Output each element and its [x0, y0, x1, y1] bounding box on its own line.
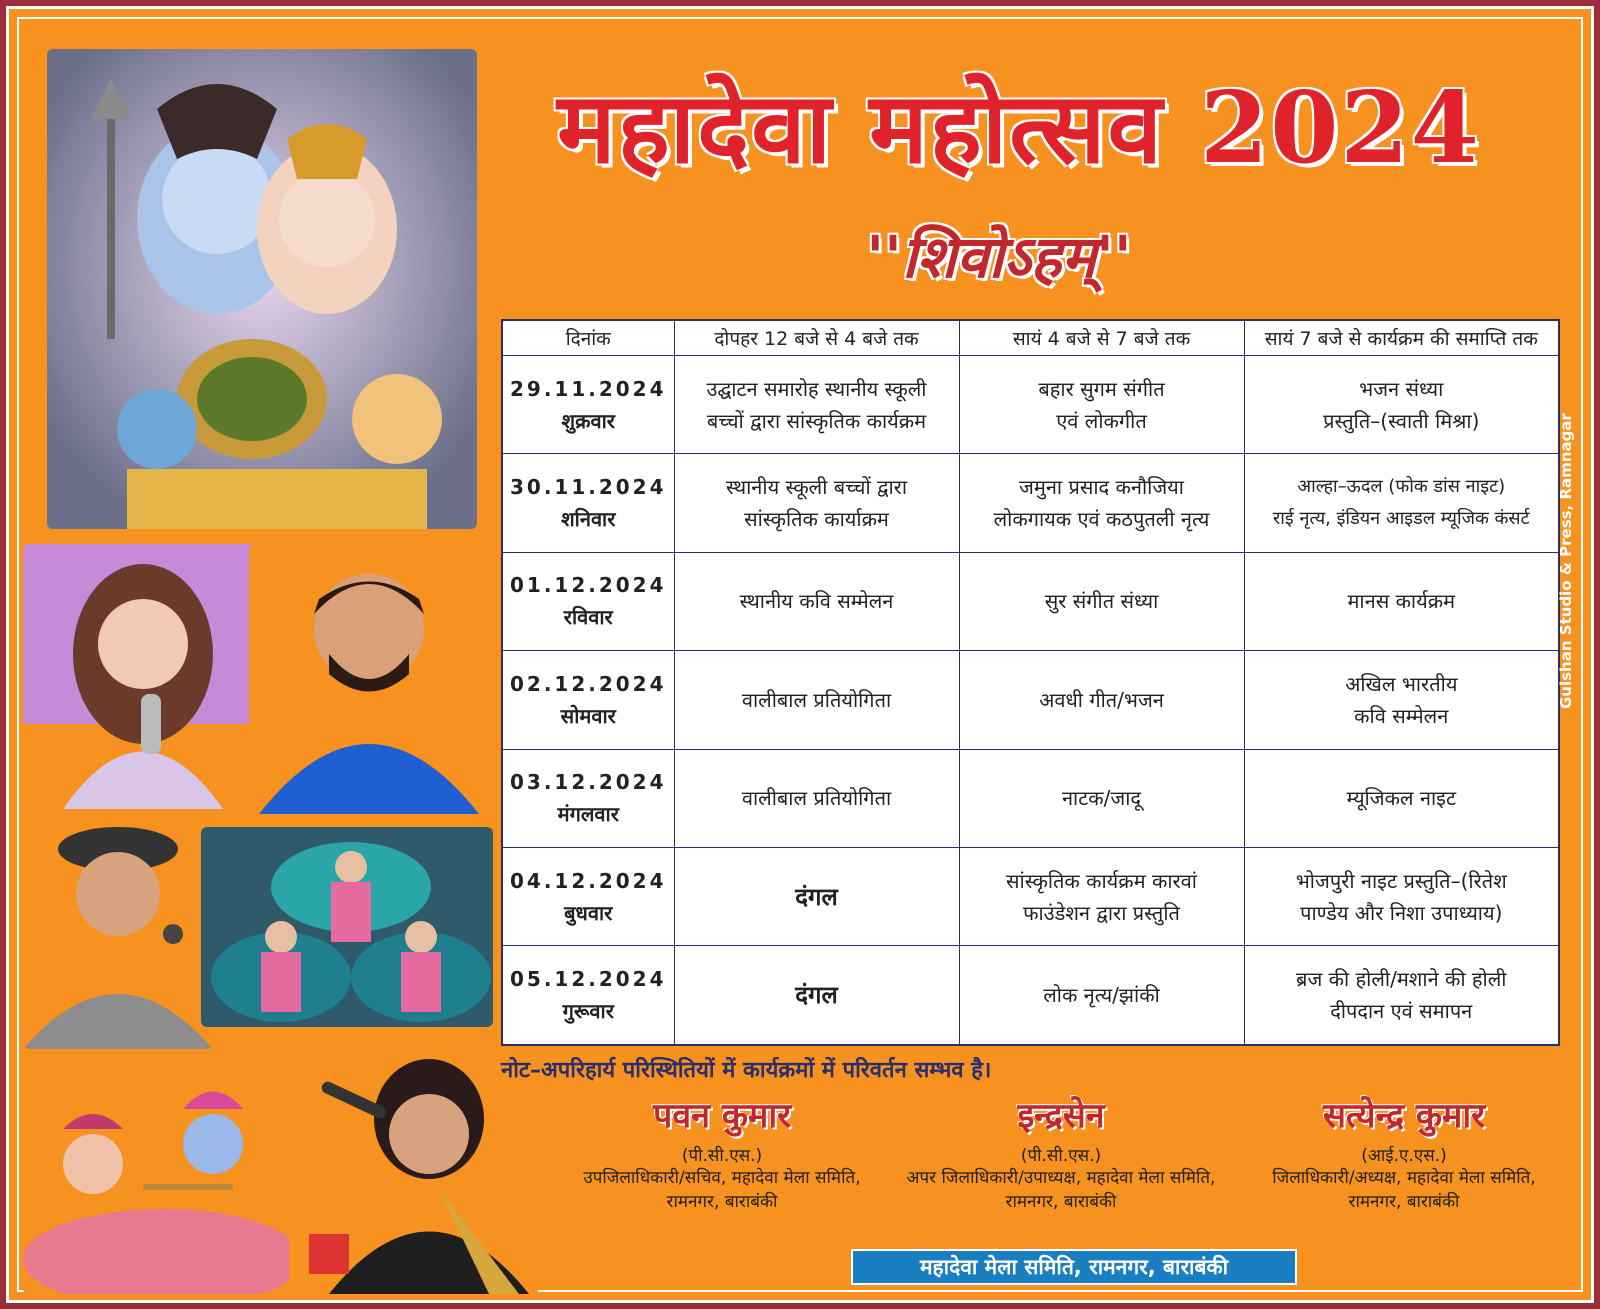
- male-singer-photo: [249, 544, 489, 814]
- female-singer-photo: [23, 544, 263, 809]
- official-name: इन्द्रसेन: [1017, 1096, 1105, 1136]
- date-text: 01.12.2024: [509, 573, 667, 598]
- header-afternoon: दोपहर 12 बजे से 4 बजे तक: [674, 320, 959, 356]
- cell-line: सांस्कृतिक कार्याक्रम: [744, 507, 889, 532]
- poster: [6, 6, 1594, 1303]
- night-cell: [1244, 749, 1559, 847]
- organizer-banner: महादेवा मेला समिति, रामनगर, बाराबंकी: [851, 1249, 1297, 1285]
- cell-line: राई नृत्य, इंडियन आइडल म्यूजिक कंसर्ट: [1272, 508, 1530, 530]
- official-location: रामनगर, बाराबंकी: [1348, 1192, 1460, 1212]
- afternoon-cell: [674, 847, 959, 945]
- weekday-text: गुरूवार: [562, 999, 614, 1024]
- official-designation: उपजिलाधिकारी/सचिव, महादेवा मेला समिति,: [583, 1168, 861, 1188]
- weekday-text: शनिवार: [561, 507, 616, 532]
- night-cell: [1244, 946, 1559, 1045]
- night-cell: [1244, 356, 1559, 454]
- night-cell: [1244, 454, 1559, 552]
- official-rank: (पी.सी.एस.): [1020, 1146, 1102, 1166]
- cell-line: लोक नृत्य/झांकी: [1043, 983, 1160, 1008]
- radha-krishna-photo: [23, 1069, 303, 1294]
- date-cell: [502, 847, 674, 945]
- cell-line: दंगल: [795, 981, 838, 1010]
- afternoon-cell: [674, 651, 959, 749]
- date-cell: [502, 749, 674, 847]
- page-title: महादेवा महोत्सव 2024: [557, 71, 1481, 186]
- evening-cell: [959, 356, 1244, 454]
- date-cell: [502, 946, 674, 1045]
- dancers-photo: [201, 827, 493, 1027]
- date-text: 05.12.2024: [509, 967, 667, 992]
- cell-line: बच्चों द्वारा सांस्कृतिक कार्यक्रम: [706, 408, 927, 433]
- afternoon-cell: [674, 454, 959, 552]
- date-text: 29.11.2024: [509, 376, 667, 401]
- official-rank: (पी.सी.एस.): [681, 1146, 763, 1166]
- cell-line: अखिल भारतीय: [1345, 671, 1458, 696]
- cell-line: वालीबाल प्रतियोगिता: [741, 687, 892, 712]
- studio-credit: Gulshan Studio & Press, Ramnagar: [1557, 413, 1575, 709]
- table-row: [502, 454, 1559, 552]
- cell-line: फाउंडेशन द्वारा प्रस्तुति: [1023, 900, 1180, 925]
- cell-line: अवधी गीत/भजन: [1039, 687, 1164, 712]
- cell-line: भजन संध्या: [1359, 376, 1444, 401]
- table-header-row: [502, 320, 1559, 356]
- afternoon-cell: [674, 946, 959, 1045]
- cell-line: आल्हा–ऊदल (फोक डांस नाइट): [1297, 476, 1506, 498]
- official-location: रामनगर, बाराबंकी: [666, 1192, 778, 1212]
- official-block: [1239, 1091, 1569, 1214]
- cell-line: ब्रज की होली/मशाने की होली: [1296, 967, 1507, 992]
- official-designation: जिलाधिकारी/अध्यक्ष, महादेवा मेला समिति,: [1272, 1168, 1536, 1188]
- evening-cell: [959, 749, 1244, 847]
- schedule-table: [501, 319, 1560, 1046]
- cell-line: दीपदान एवं समापन: [1330, 999, 1473, 1024]
- evening-cell: [959, 946, 1244, 1045]
- table-row: [502, 946, 1559, 1045]
- folk-singer-photo: [289, 1059, 539, 1294]
- poet-photo: [23, 819, 213, 1049]
- table-row: [502, 552, 1559, 650]
- weekday-text: रविवार: [563, 605, 613, 630]
- table-row: [502, 651, 1559, 749]
- table-row: [502, 356, 1559, 454]
- cell-line: कवि सम्मेलन: [1354, 703, 1449, 728]
- date-cell: [502, 651, 674, 749]
- weekday-text: बुधवार: [564, 900, 613, 925]
- date-cell: [502, 552, 674, 650]
- official-location: रामनगर, बाराबंकी: [1005, 1192, 1117, 1212]
- weekday-text: सोमवार: [560, 703, 616, 728]
- official-block: [891, 1091, 1231, 1214]
- evening-cell: [959, 847, 1244, 945]
- official-designation: अपर जिलाधिकारी/उपाध्यक्ष, महादेवा मेला समिति,: [906, 1168, 1216, 1188]
- night-cell: [1244, 552, 1559, 650]
- weekday-text: मंगलवार: [557, 802, 619, 827]
- official-name: पवन कुमार: [652, 1096, 792, 1136]
- cell-line: स्थानीय स्कूली बच्चों द्वारा: [725, 475, 908, 500]
- table-row: [502, 847, 1559, 945]
- cell-line: पाण्डेय और निशा उपाध्याय): [1300, 900, 1503, 925]
- date-text: 30.11.2024: [509, 475, 667, 500]
- date-cell: [502, 356, 674, 454]
- cell-line: लोकगायक एवं कठपुतली नृत्य: [993, 507, 1210, 532]
- weekday-text: शुक्रवार: [561, 408, 615, 433]
- date-text: 02.12.2024: [509, 671, 667, 696]
- table-row: [502, 749, 1559, 847]
- cell-line: वालीबाल प्रतियोगिता: [741, 786, 892, 811]
- date-text: 03.12.2024: [509, 770, 667, 795]
- cell-line: मानस कार्यक्रम: [1347, 589, 1456, 614]
- night-cell: [1244, 847, 1559, 945]
- cell-line: एवं लोकगीत: [1056, 408, 1147, 433]
- header-evening: सायं 4 बजे से 7 बजे तक: [959, 320, 1244, 356]
- evening-cell: [959, 454, 1244, 552]
- evening-cell: [959, 552, 1244, 650]
- cell-line: सुर संगीत संध्या: [1044, 589, 1159, 614]
- cell-line: बहार सुगम संगीत: [1038, 376, 1165, 401]
- date-cell: [502, 454, 674, 552]
- deity-illustration: [47, 49, 477, 529]
- date-text: 04.12.2024: [509, 868, 667, 893]
- header-night: सायं 7 बजे से कार्यक्रम की समाप्ति तक: [1244, 320, 1559, 356]
- official-block: [557, 1091, 887, 1214]
- cell-line: भोजपुरी नाइट प्रस्तुति–(रितेश: [1295, 868, 1507, 893]
- afternoon-cell: [674, 356, 959, 454]
- cell-line: सांस्कृतिक कार्यक्रम कारवां: [1006, 868, 1197, 893]
- afternoon-cell: [674, 552, 959, 650]
- afternoon-cell: [674, 749, 959, 847]
- page-subtitle: ''शिवोऽहम्'': [866, 223, 1132, 291]
- evening-cell: [959, 651, 1244, 749]
- official-rank: (आई.ए.एस.): [1361, 1146, 1447, 1166]
- change-note: नोट–अपरिहार्य परिस्थितियों में कार्यक्रमों में परिवर्तन सम्भव है।: [501, 1058, 992, 1083]
- cell-line: म्यूजिकल नाइट: [1346, 786, 1457, 811]
- cell-line: प्रस्तुति–(स्वाती मिश्रा): [1323, 408, 1480, 433]
- cell-line: जमुना प्रसाद कनौजिया: [1019, 475, 1184, 500]
- cell-line: नाटक/जादू: [1061, 786, 1142, 811]
- night-cell: [1244, 651, 1559, 749]
- header-date: दिनांक: [502, 320, 674, 356]
- official-name: सत्येन्द्र कुमार: [1322, 1096, 1486, 1136]
- cell-line: उद्घाटन समारोह स्थानीय स्कूली: [706, 376, 927, 401]
- cell-line: दंगल: [795, 882, 838, 911]
- cell-line: स्थानीय कवि सम्मेलन: [739, 589, 894, 614]
